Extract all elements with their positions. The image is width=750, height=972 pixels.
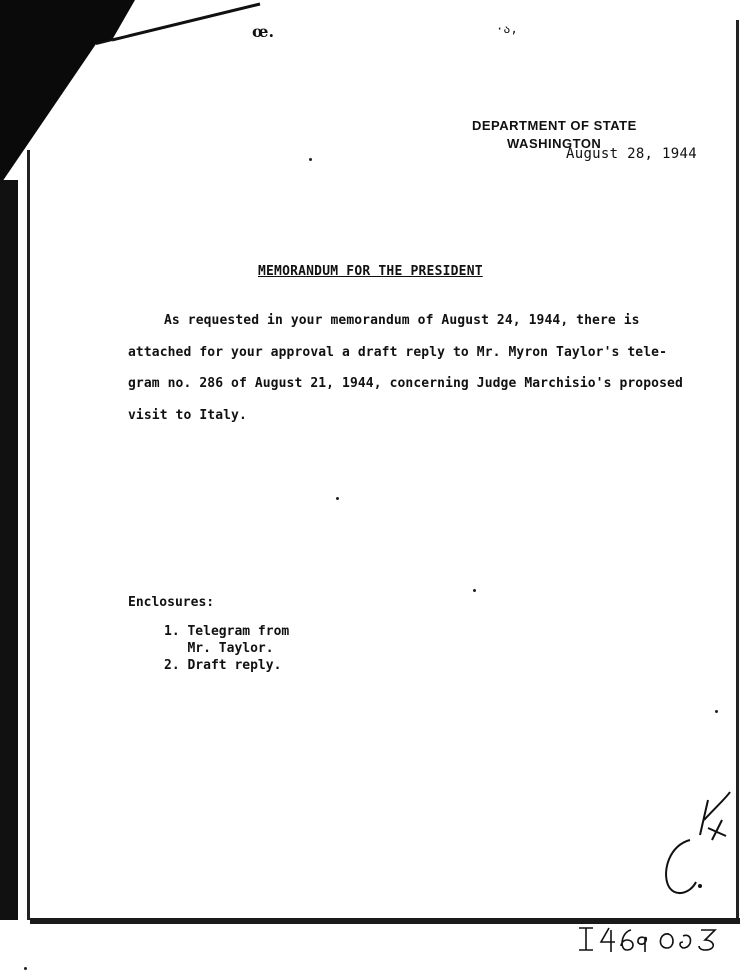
scan-speck <box>336 497 339 500</box>
enclosure-item: Mr. Taylor. <box>164 641 274 656</box>
scan-edge-left <box>0 180 18 920</box>
letterhead-city: WASHINGTON <box>507 136 602 151</box>
page-border-right <box>736 20 739 918</box>
top-mark-left: œ. <box>252 22 275 41</box>
handwritten-initials <box>660 790 740 900</box>
enclosures-label: Enclosures: <box>128 595 215 610</box>
letterhead-department: DEPARTMENT OF STATE <box>472 118 637 133</box>
scan-speck <box>715 710 718 713</box>
body-line: visit to Italy. <box>128 407 247 423</box>
body-line: As requested in your memorandum of August 24, 1944, there is <box>164 313 640 328</box>
top-mark-right: ·ა, <box>496 22 518 36</box>
memo-title: MEMORANDUM FOR THE PRESIDENT <box>258 264 483 279</box>
body-line: attached for your approval a draft reply to Mr. Myron Taylor's tele- <box>128 344 668 360</box>
enclosure-item: 2. Draft reply. <box>164 658 282 673</box>
memo-body <box>128 305 688 431</box>
scan-speck <box>309 158 312 161</box>
handwritten-reference-number <box>575 922 725 956</box>
body-line: gram no. 286 of August 21, 1944, concerning Judge Marchisio's proposed <box>128 376 683 391</box>
scan-speck <box>473 589 476 592</box>
enclosures-list <box>164 623 289 674</box>
scan-speck <box>24 967 27 970</box>
memo-date: August 28, 1944 <box>566 146 697 162</box>
page-border-left <box>27 150 30 920</box>
enclosure-item: 1. Telegram from <box>164 624 290 639</box>
